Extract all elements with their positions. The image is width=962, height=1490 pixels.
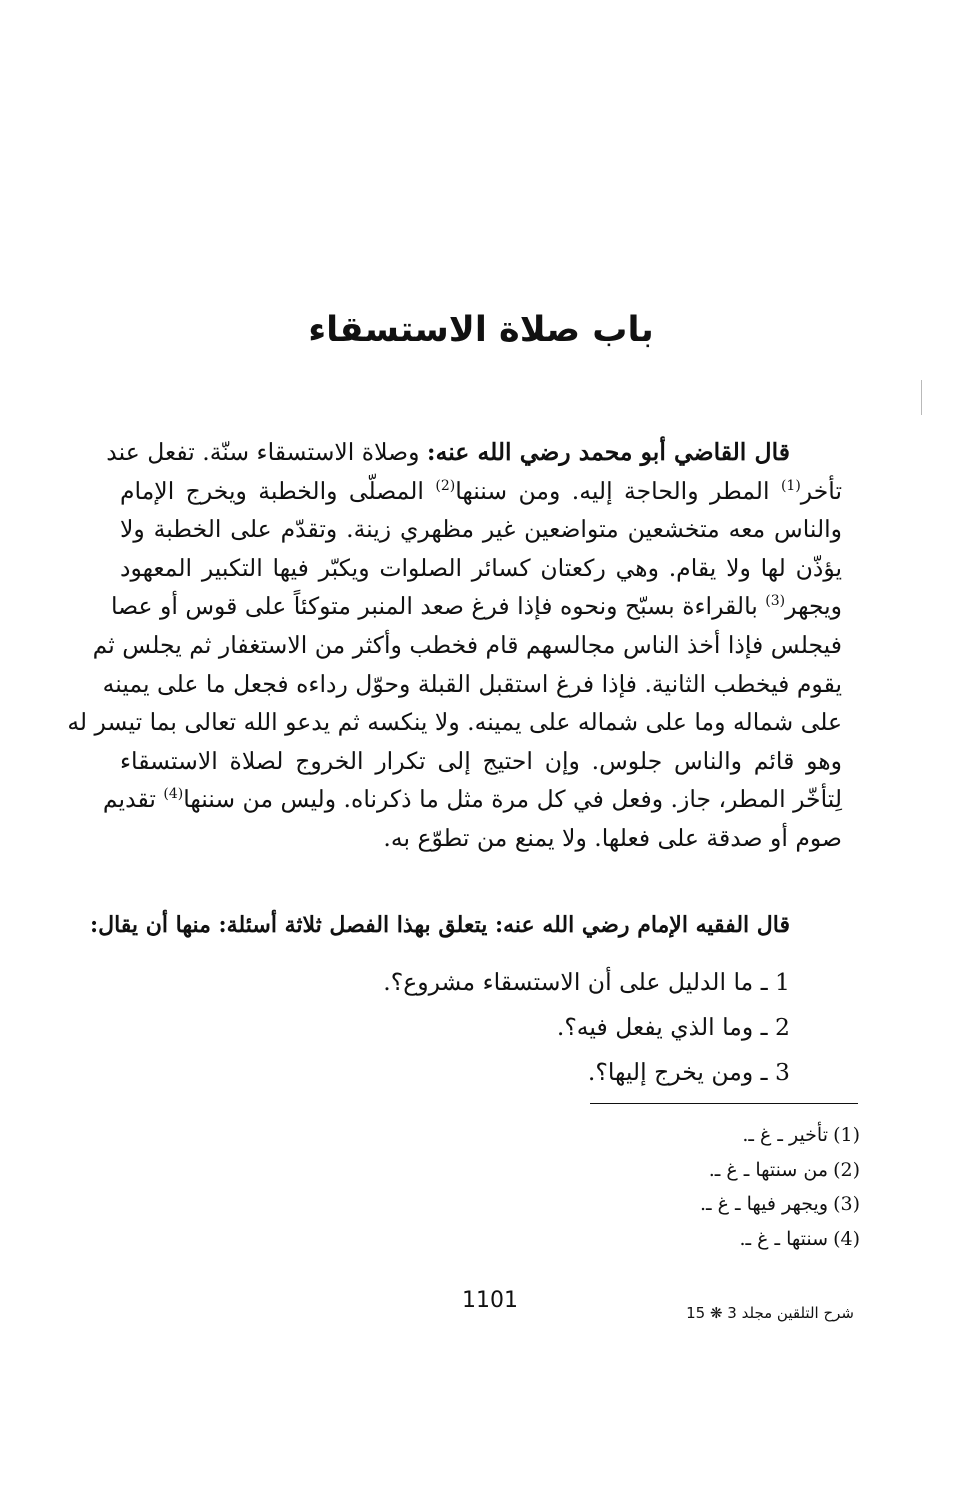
footnote-item	[460, 1153, 860, 1188]
paragraph-text: تقديم	[102, 785, 156, 814]
paragraph-line	[110, 587, 842, 626]
footnote-text: من سنتها ـ غ ـ.	[708, 1158, 828, 1181]
paragraph-line	[120, 472, 842, 511]
footnote-divider	[590, 1103, 858, 1104]
footnote-item	[460, 1118, 860, 1153]
question-item: 1 ـ ما الدليل على أن الاستسقاء مشروع؟.	[383, 968, 790, 996]
paragraph-text: لِتأخّر المطر، جاز. وفعل في كل مرة مثل ما ذكرناه. وليس من سننها	[183, 785, 842, 814]
paragraph-line: وهو قائم والناس جلوس. وإن احتيج إلى تكرار الخروج لصلاة الاستسقاء	[120, 746, 842, 775]
footnote-text: تأخير ـ غ ـ.	[742, 1124, 828, 1146]
footnote-item	[460, 1187, 860, 1222]
questions-intro: قال الفقيه الإمام رضي الله عنه: يتعلق بهذا الفصل ثلاثة أسئلة: منها أن يقال:	[89, 912, 790, 938]
footnote-text: ويجهر فيها ـ غ ـ.	[700, 1193, 828, 1215]
questions-list	[120, 960, 842, 1095]
paragraph-text: المطر والحاجة إليه. ومن سننها	[455, 476, 770, 505]
paragraph-line	[106, 433, 842, 472]
paragraph-text: المصلّى والخطبة ويخرج الإمام	[120, 476, 424, 505]
paragraph-line: على شماله وما على شماله على يمينه. ولا ينكسه ثم يدعو الله تعالى بما تيسر له	[67, 708, 842, 737]
question-item: 2 ـ وما الذي يفعل فيه؟.	[556, 1013, 790, 1041]
footnote-number: (1)	[833, 1124, 860, 1146]
footnote-ref: (4)	[163, 786, 184, 803]
question-item: 3 ـ ومن يخرج إليها؟.	[587, 1058, 790, 1086]
footnote-text: سنتها ـ غ ـ.	[739, 1227, 828, 1250]
paragraph-line	[102, 780, 842, 819]
footnote-number: (4)	[833, 1227, 860, 1250]
footnotes	[460, 1118, 860, 1256]
main-paragraph	[67, 433, 842, 858]
paragraph-line: صوم أو صدقة على فعلها. ولا يمنع من تطوّع به.	[383, 823, 842, 852]
footnote-number: (3)	[833, 1193, 860, 1215]
paragraph-text: تأخر	[800, 476, 842, 505]
running-footer: شرح التلقين مجلد 3 ❋ 15	[686, 1304, 854, 1322]
paragraph-line: يقوم فيخطب الثانية. فإذا فرغ استقبل القبلة وحوّل رداءه فجعل ما على يمينه	[102, 669, 842, 698]
chapter-title: باب صلاة الاستسقاء	[308, 310, 654, 350]
footnote-ref: (2)	[435, 477, 456, 494]
footnote-ref: (3)	[765, 593, 786, 610]
scan-artifact-line	[921, 380, 922, 415]
speaker-lead: قال القاضي أبو محمد رضي الله عنه:	[426, 438, 790, 466]
paragraph-text: وصلاة الاستسقاء سنّة. تفعل عند	[106, 438, 420, 466]
paragraph-text: ويجهر	[785, 592, 842, 621]
paragraph-line: يؤذّن لها ولا يقام. وهي ركعتان كسائر الصلوات ويكبّر فيها التكبير المعهود	[120, 553, 842, 582]
paragraph-line: فيجلس فإذا أخذ الناس مجالسهم قام فخطب وأكثر من الاستغفار ثم يجلس ثم	[92, 630, 842, 659]
footnote-ref: (1)	[780, 477, 801, 494]
footnote-item	[460, 1222, 860, 1257]
paragraph-line: والناس معه متخشعين متواضعين غير مظهري زينة. وتقدّم على الخطبة ولا	[120, 515, 842, 544]
footnote-number: (2)	[833, 1158, 860, 1181]
page-number: 1101	[462, 1288, 518, 1313]
paragraph-text: بالقراءة بسبّح ونحوه فإذا فرغ صعد المنبر متوكئاً على قوس أو عصا	[110, 592, 758, 621]
